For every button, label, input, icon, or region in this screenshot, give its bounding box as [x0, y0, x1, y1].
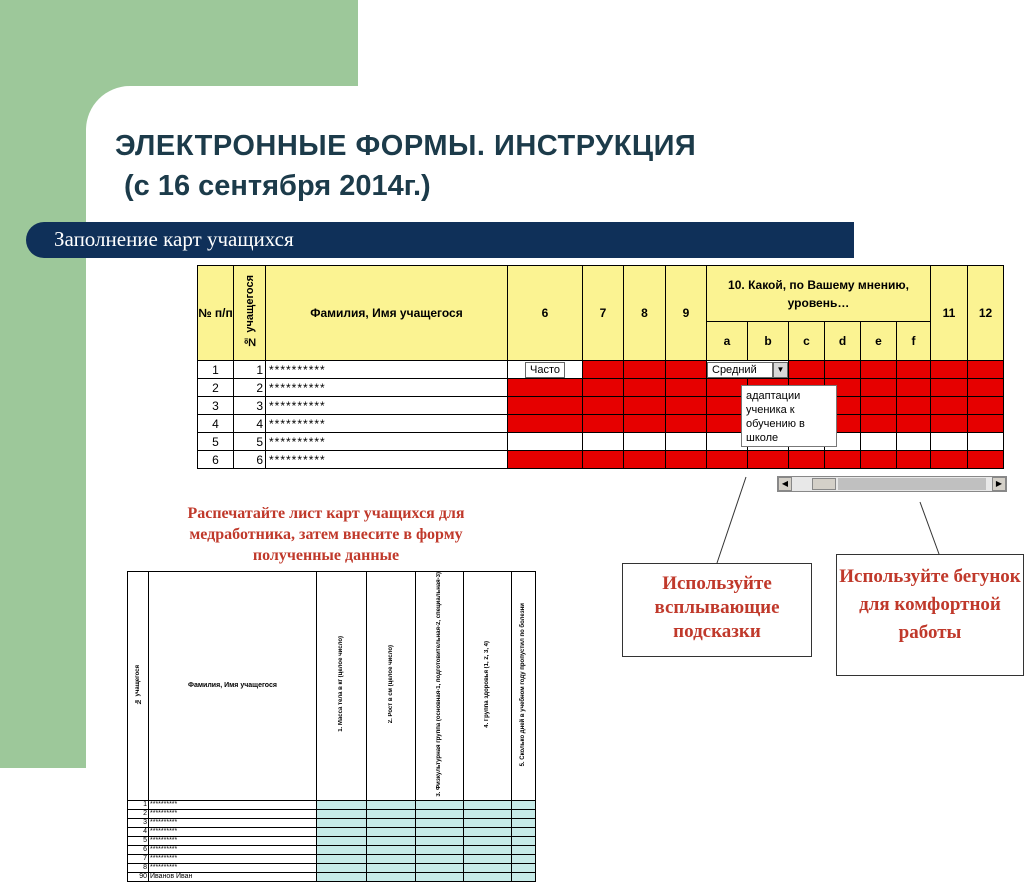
row-id: 3: [234, 397, 266, 415]
cell[interactable]: [464, 827, 512, 836]
subheader-b: b: [748, 322, 789, 361]
cell[interactable]: [416, 845, 464, 854]
cell[interactable]: [464, 809, 512, 818]
row-id: 1: [234, 361, 266, 379]
small-row-name: Иванов Иван: [149, 872, 317, 881]
small-header-sick-days: [512, 572, 536, 801]
small-row-name: **********: [149, 809, 317, 818]
small-header-weight: [317, 572, 367, 801]
small-row-name: **********: [149, 827, 317, 836]
row-name[interactable]: **********: [266, 361, 508, 379]
small-table-row: [128, 836, 536, 845]
print-instruction: Распечатайте лист карт учащихся для медработника, затем внесите в форму полученные данные: [187, 505, 465, 564]
small-header-sick-days-label: 5. Сколько дней в учебном году пропустил по болезни: [520, 602, 526, 767]
row-np: 4: [198, 415, 234, 433]
small-table-row: [128, 872, 536, 881]
small-row-id: 7: [128, 854, 149, 863]
small-header-weight-label: 1. Масса тела в кг (целое число): [338, 636, 344, 733]
subheader-f: f: [897, 322, 931, 361]
cell[interactable]: [464, 863, 512, 872]
small-table-row: [128, 854, 536, 863]
small-row-id: 4: [128, 827, 149, 836]
cell[interactable]: [464, 836, 512, 845]
cell[interactable]: [416, 854, 464, 863]
dropdown-arrow-icon[interactable]: ▼: [773, 362, 788, 378]
small-header-health-group-label: 4. Группа здоровья (1, 2, 3, 4): [484, 640, 490, 728]
cell[interactable]: [317, 845, 367, 854]
small-table-row: [128, 809, 536, 818]
header-name: Фамилия, Имя учащегося: [266, 266, 508, 361]
cell[interactable]: [367, 863, 416, 872]
header-col-12: 12: [968, 266, 1004, 361]
small-header-height: [367, 572, 416, 801]
subheader-e: e: [861, 322, 897, 361]
small-row-name: **********: [149, 845, 317, 854]
small-row-id: 2: [128, 809, 149, 818]
cell[interactable]: [367, 827, 416, 836]
cell[interactable]: [317, 872, 367, 881]
small-header-height-label: 2. Рост в см (целое число): [387, 645, 394, 724]
header-question-10: 10. Какой, по Вашему мнению, уровень…: [707, 266, 931, 322]
row-np: 3: [198, 397, 234, 415]
cell[interactable]: [464, 800, 512, 809]
cell[interactable]: [512, 800, 536, 809]
row-np: 5: [198, 433, 234, 451]
row-name[interactable]: **********: [266, 379, 508, 397]
banner-text: Заполнение карт учащихся: [54, 227, 294, 251]
subheader-a: a: [707, 322, 748, 361]
cell[interactable]: [416, 809, 464, 818]
cell-tooltip: адаптации ученика к обучению в школе: [741, 385, 837, 447]
cell[interactable]: [367, 854, 416, 863]
small-row-name: **********: [149, 818, 317, 827]
row-np: 2: [198, 379, 234, 397]
cell[interactable]: [317, 818, 367, 827]
small-row-id: 8: [128, 863, 149, 872]
cell[interactable]: [317, 800, 367, 809]
small-row-name: **********: [149, 863, 317, 872]
cell[interactable]: [367, 800, 416, 809]
cell[interactable]: [416, 872, 464, 881]
small-header-student-no: [128, 572, 149, 801]
cell[interactable]: [512, 809, 536, 818]
cell[interactable]: [512, 845, 536, 854]
header-col-8: 8: [624, 266, 666, 361]
small-row-name: **********: [149, 800, 317, 809]
small-table-row: [128, 845, 536, 854]
subheader-d: d: [825, 322, 861, 361]
arrow-right-icon[interactable]: ▶: [992, 477, 1006, 491]
row-id: 2: [234, 379, 266, 397]
cell[interactable]: [367, 836, 416, 845]
small-table-row: [128, 800, 536, 809]
cell[interactable]: [512, 836, 536, 845]
cell[interactable]: [512, 818, 536, 827]
subheader-c: c: [789, 322, 825, 361]
header-col-7: 7: [583, 266, 624, 361]
row-id: 6: [234, 451, 266, 469]
cell[interactable]: [416, 827, 464, 836]
cell[interactable]: [416, 863, 464, 872]
small-row-id: 90: [128, 872, 149, 881]
small-table-row: [128, 818, 536, 827]
header-col-11: 11: [931, 266, 968, 361]
row-id: 4: [234, 415, 266, 433]
cell[interactable]: [367, 845, 416, 854]
cell[interactable]: [416, 818, 464, 827]
row-np: 1: [198, 361, 234, 379]
level-value: Средний: [707, 362, 773, 378]
small-header-pe-group-label: 3. Физкультурная группа (основная-1, подготовительная-2, специальная-3): [436, 572, 442, 797]
cell[interactable]: [367, 809, 416, 818]
cell[interactable]: [464, 818, 512, 827]
page-subtitle: (с 16 сентября 2014г.): [124, 170, 431, 202]
cell[interactable]: [367, 872, 416, 881]
cell[interactable]: [317, 827, 367, 836]
arrow-left-icon[interactable]: ◀: [778, 477, 792, 491]
page-title: ЭЛЕКТРОННЫЕ ФОРМЫ. ИНСТРУКЦИЯ: [115, 130, 697, 162]
row-name[interactable]: **********: [266, 397, 508, 415]
small-table-row: [128, 863, 536, 872]
small-row-id: 3: [128, 818, 149, 827]
header-student-no-label: № учащегося: [243, 275, 256, 348]
callout-line-tooltip: [717, 477, 746, 563]
header-col-9: 9: [666, 266, 707, 361]
cell[interactable]: [317, 863, 367, 872]
small-row-id: 1: [128, 800, 149, 809]
cell[interactable]: [367, 818, 416, 827]
row-name[interactable]: **********: [266, 451, 508, 469]
row-id: 5: [234, 433, 266, 451]
row-name[interactable]: **********: [266, 415, 508, 433]
medical-form-table: [127, 571, 536, 882]
cell[interactable]: [464, 854, 512, 863]
small-header-pe-group: [416, 572, 464, 801]
cell[interactable]: [512, 872, 536, 881]
cell[interactable]: [512, 863, 536, 872]
header-col-6: 6: [508, 266, 583, 361]
small-header-health-group: [464, 572, 512, 801]
cell[interactable]: [317, 809, 367, 818]
row-name[interactable]: **********: [266, 433, 508, 451]
small-table-row: [128, 827, 536, 836]
callout-tooltips: Используйте всплывающие подсказки: [622, 563, 812, 657]
cell[interactable]: [512, 827, 536, 836]
small-row-name: **********: [149, 854, 317, 863]
small-row-id: 6: [128, 845, 149, 854]
small-header-row: [128, 572, 536, 801]
cell[interactable]: [317, 854, 367, 863]
cell[interactable]: [317, 836, 367, 845]
cell[interactable]: [464, 872, 512, 881]
small-header-name: Фамилия, Имя учащегося: [149, 572, 317, 801]
small-header-student-no-label: № учащегося: [134, 664, 141, 704]
cell[interactable]: [416, 836, 464, 845]
small-row-name: **********: [149, 836, 317, 845]
header-np: № п/п: [198, 266, 234, 361]
cell[interactable]: [416, 800, 464, 809]
cell[interactable]: [464, 845, 512, 854]
cell[interactable]: [512, 854, 536, 863]
row-np: 6: [198, 451, 234, 469]
callout-slider: Используйте бегунок для комфортной работы: [836, 554, 1024, 676]
frequency-value: Часто: [525, 362, 565, 378]
callout-line-slider: [920, 502, 939, 554]
small-row-id: 5: [128, 836, 149, 845]
